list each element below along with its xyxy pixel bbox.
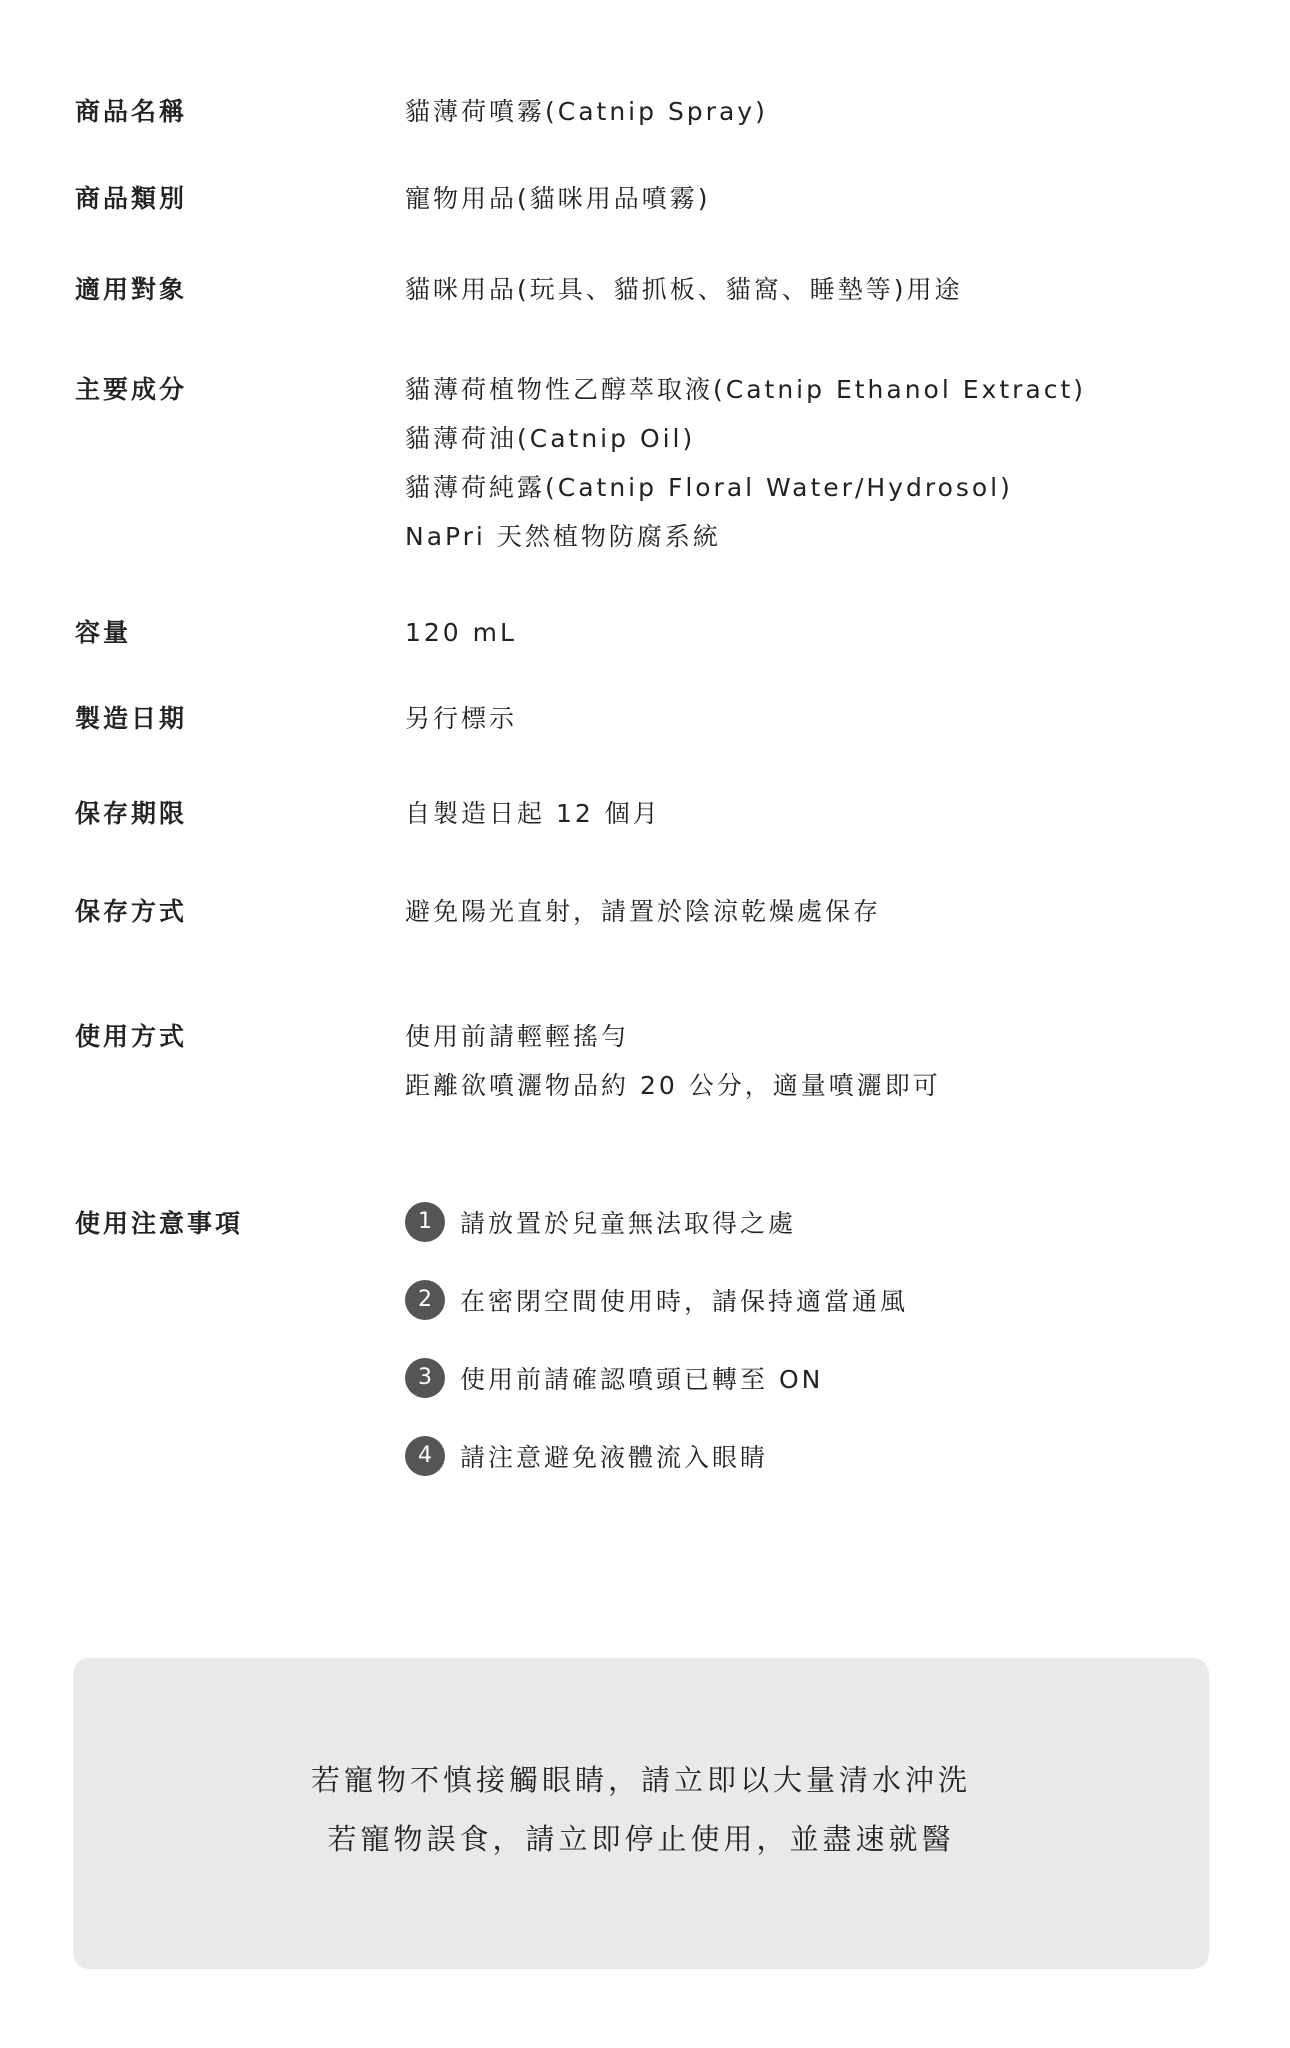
number-badge: 1 (405, 1202, 445, 1242)
spec-value: 另行標示 (405, 704, 518, 733)
precaution-text: 使用前請確認噴頭已轉至 ON (460, 1365, 824, 1394)
spec-values (405, 181, 711, 230)
spec-label: 適用對象 (75, 275, 188, 304)
spec-values (405, 615, 517, 664)
spec-value: NaPri 天然植物防腐系統 (405, 522, 721, 551)
warning-line: 若寵物不慎接觸眼睛，請立即以大量清水沖洗 (310, 1763, 971, 1797)
spec-value: 寵物用品(貓咪用品噴霧) (405, 184, 711, 213)
spec-values (405, 894, 881, 943)
spec-values (405, 272, 963, 321)
spec-label: 商品名稱 (75, 97, 188, 126)
precaution-text: 在密閉空間使用時，請保持適當通風 (460, 1287, 909, 1316)
spec-label: 容量 (75, 618, 132, 647)
number-badge: 3 (405, 1358, 445, 1398)
number-badge: 4 (405, 1436, 445, 1476)
spec-label: 使用方式 (75, 1022, 188, 1051)
precaution-text: 請注意避免液體流入眼睛 (460, 1443, 769, 1472)
precaution-item (405, 1200, 796, 1244)
spec-label: 使用注意事項 (75, 1209, 244, 1238)
spec-value: 120 mL (405, 618, 517, 647)
spec-label: 保存期限 (75, 799, 188, 828)
spec-value: 貓薄荷噴霧(Catnip Spray) (405, 97, 768, 126)
number-badge: 2 (405, 1280, 445, 1320)
spec-values (405, 372, 1086, 568)
spec-label: 製造日期 (75, 704, 188, 733)
precaution-item (405, 1434, 768, 1478)
spec-label: 主要成分 (75, 375, 188, 404)
spec-value: 貓薄荷純露(Catnip Floral Water/Hydrosol) (405, 473, 1013, 502)
spec-value: 使用前請輕輕搖勻 (405, 1022, 630, 1051)
spec-value: 距離欲噴灑物品約 20 公分，適量噴灑即可 (405, 1071, 941, 1100)
spec-values (405, 796, 661, 845)
spec-values (405, 1019, 941, 1117)
warning-box (73, 1658, 1209, 1969)
spec-label: 商品類別 (75, 184, 188, 213)
spec-value: 貓薄荷植物性乙醇萃取液(Catnip Ethanol Extract) (405, 375, 1087, 404)
precaution-item (405, 1278, 908, 1322)
spec-values (405, 94, 768, 143)
spec-value: 貓咪用品(玩具、貓抓板、貓窩、睡墊等)用途 (405, 275, 963, 304)
spec-value: 避免陽光直射，請置於陰涼乾燥處保存 (405, 897, 882, 926)
spec-label: 保存方式 (75, 897, 188, 926)
spec-value: 貓薄荷油(Catnip Oil) (405, 424, 696, 453)
precaution-item (405, 1356, 823, 1400)
spec-values (405, 701, 517, 750)
precaution-text: 請放置於兒童無法取得之處 (460, 1209, 797, 1238)
spec-value: 自製造日起 12 個月 (405, 799, 661, 828)
warning-line: 若寵物誤食，請立即停止使用，並盡速就醫 (327, 1822, 955, 1856)
